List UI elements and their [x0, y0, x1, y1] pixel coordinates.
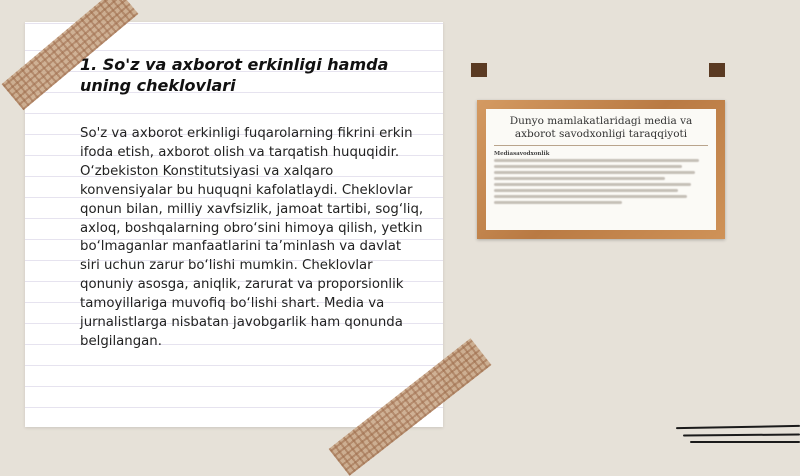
decorative-line — [683, 433, 800, 436]
decorative-line — [676, 425, 800, 429]
decorative-line — [690, 441, 800, 443]
image-card-divider — [494, 145, 708, 146]
blurred-text-line — [494, 195, 687, 198]
blurred-text-line — [494, 177, 665, 180]
slide-body-text: So'z va axborot erkinligi fuqarolarning fikrini erkin ifoda etish, axborot olish va tarqatish huquqidir. O‘zbekiston Konstitutsiyasi va xalqaro konvensiyalar bu huquqni kafolatlaydi. Cheklovlar qonun bilan, milliy xavfsizlik, jamoat tartibi, sog‘liq, axloq, boshqalarning obro‘sini himoya qilish, yetkin bo‘lmaganlar manfaatlarini ta’minlash va davlat siri uchun zarur bo‘lishi mumkin. Cheklovlar qonuniy asosga, aniqlik, zarurat va proporsionlik tamoyillariga muvofiq bo‘lishi shart. Media va jurnalistlarga nisbatan javobgarlik ham qonunda belgilangan. — [80, 126, 424, 349]
image-card — [486, 109, 716, 230]
blurred-text-line — [494, 201, 622, 204]
image-card-title: Dunyo mamlakatlaridagi media va axborot savodxonligi taraqqiyoti — [509, 115, 693, 140]
blurred-text-line — [494, 159, 699, 162]
frame-clip-left — [471, 63, 487, 77]
slide-title: 1. So'z va axborot erkinligi hamda uning cheklovlari — [80, 55, 389, 95]
blurred-text-line — [494, 171, 695, 174]
blurred-text-line — [494, 189, 678, 192]
image-frame — [477, 100, 725, 239]
blurred-text-line — [494, 183, 691, 186]
image-card-sublabel: Mediasavodxonlik — [494, 151, 550, 157]
blurred-text-line — [494, 165, 682, 168]
frame-clip-right — [709, 63, 725, 77]
